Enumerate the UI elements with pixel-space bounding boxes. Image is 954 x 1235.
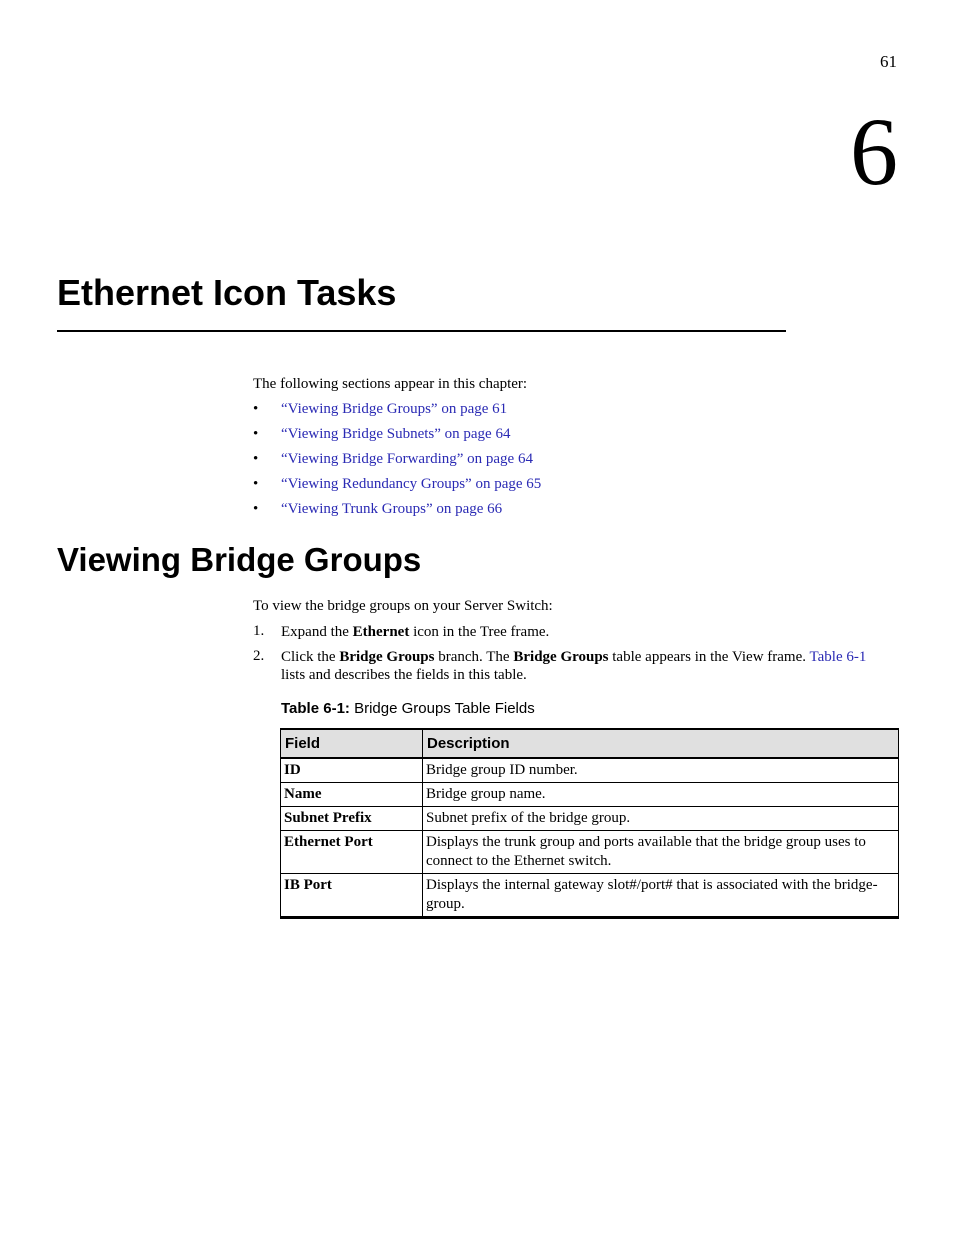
chapter-title: Ethernet Icon Tasks [57, 272, 397, 313]
description-cell: Displays the trunk group and ports available that the bridge group uses to connect to the Ethernet switch. [423, 831, 899, 874]
bullet: • [253, 476, 259, 492]
field-cell: Name [281, 783, 423, 807]
description-cell: Bridge group name. [423, 783, 899, 807]
toc-link-bridge-forwarding[interactable]: “Viewing Bridge Forwarding” on page 64 [281, 451, 533, 467]
bullet: • [253, 401, 259, 417]
bullet: • [253, 501, 259, 517]
description-cell: Subnet prefix of the bridge group. [423, 807, 899, 831]
table-caption-text: Bridge Groups Table Fields [349, 700, 535, 717]
step-text: Click the Bridge Groups branch. The Bridge Groups table appears in the View frame. Table 6-1 lists and describes the fields in this table. [281, 649, 867, 683]
bridge-groups-table [280, 728, 899, 919]
table-row [281, 783, 899, 807]
chapter-title-rule [57, 330, 786, 332]
bullet: • [253, 426, 259, 442]
table-header-row [281, 729, 899, 758]
description-cell: Bridge group ID number. [423, 758, 899, 783]
table-row [281, 807, 899, 831]
toc-item [253, 451, 541, 476]
section-lead: To view the bridge groups on your Server Switch: [253, 598, 553, 614]
toc-link-redundancy-groups[interactable]: “Viewing Redundancy Groups” on page 65 [281, 476, 542, 492]
table-row [281, 758, 899, 783]
field-cell: Subnet Prefix [281, 807, 423, 831]
ui-term: Bridge Groups [513, 649, 609, 665]
toc-link-bridge-subnets[interactable]: “Viewing Bridge Subnets” on page 64 [281, 426, 511, 442]
page-number: 61 [880, 52, 897, 71]
toc-item [253, 401, 541, 426]
chapter-toc [253, 401, 541, 526]
chapter-number: 6 [850, 98, 898, 205]
ui-term: Bridge Groups [339, 649, 435, 665]
step-text: Expand the Ethernet icon in the Tree frame. [281, 624, 550, 640]
column-header-field: Field [281, 729, 423, 758]
field-cell: IB Port [281, 874, 423, 918]
step-number: 1. [253, 623, 265, 639]
column-header-description: Description [423, 729, 899, 758]
table-caption [281, 700, 535, 717]
description-cell: Displays the internal gateway slot#/port# that is associated with the bridge-group. [423, 874, 899, 918]
field-cell: Ethernet Port [281, 831, 423, 874]
ui-term: Ethernet [352, 624, 410, 640]
toc-link-bridge-groups[interactable]: “Viewing Bridge Groups” on page 61 [281, 401, 508, 417]
table-caption-label: Table 6-1: [281, 700, 350, 717]
procedure-step [253, 648, 903, 684]
chapter-intro: The following sections appear in this chapter: [253, 376, 528, 392]
step-number: 2. [253, 648, 265, 664]
procedure-step [253, 623, 903, 641]
toc-item [253, 476, 541, 501]
toc-link-trunk-groups[interactable]: “Viewing Trunk Groups” on page 66 [281, 501, 503, 517]
field-cell: ID [281, 758, 423, 783]
table-row [281, 831, 899, 874]
bullet: • [253, 451, 259, 467]
toc-item [253, 426, 541, 451]
toc-item [253, 501, 541, 526]
table-row [281, 874, 899, 918]
section-title: Viewing Bridge Groups [57, 541, 422, 578]
table-xref-link[interactable]: Table 6-1 [809, 649, 867, 665]
